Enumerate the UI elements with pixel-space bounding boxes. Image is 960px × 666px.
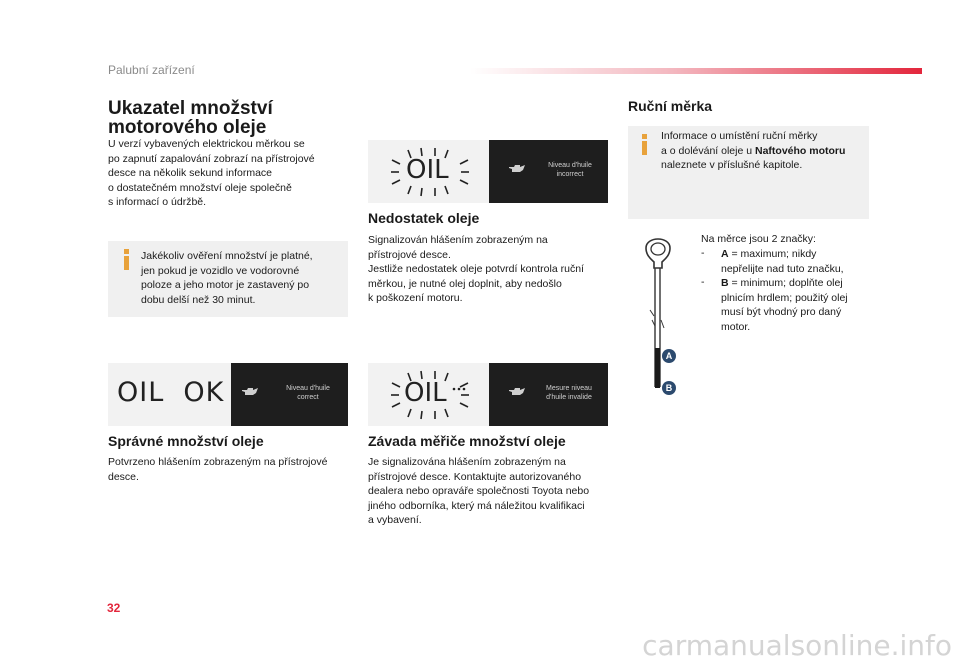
- dipstick-mark-a-badge: A: [662, 349, 676, 363]
- watermark: carmanualsonline.info: [642, 629, 952, 662]
- mark-a-text: = maximum; nikdy nepřelijte nad tuto značku,: [721, 248, 844, 275]
- oil-fault-message: Mesure niveau d'huile invalide: [546, 385, 592, 401]
- mark-b-text: = minimum; doplňte olej plnicím hrdlem; použitý olej musí být vhodný pro daný motor.: [721, 277, 848, 333]
- correct-heading: Správné množství oleje: [108, 433, 264, 449]
- marks-intro: Na měrce jsou 2 značky:: [701, 233, 816, 245]
- fault-heading: Závada měřiče množství oleje: [368, 433, 566, 449]
- mark-a-item: [721, 247, 871, 276]
- correct-text: Potvrzeno hlášením zobrazeným na přístrojové desce.: [108, 456, 328, 483]
- dipstick-heading: Ruční měrka: [628, 98, 713, 114]
- main-heading-line2: motorového oleje: [108, 117, 267, 138]
- oil-can-icon: [508, 387, 526, 397]
- mark-a-letter: A: [721, 248, 729, 260]
- oil-ok-text: OIL OK: [117, 377, 225, 408]
- header-bar: [470, 68, 922, 74]
- fault-text: Je signalizována hlášením zobrazeným na přístrojové desce. Kontaktujte autorizovaného dealera nebo opraváře společnosti Toyota nebo jiného odborníka, který má náležitou kvalifikaci a vybavení.: [368, 456, 590, 526]
- dipstick-info-part1: Informace o umístění ruční měrky a o dolévání oleje u: [661, 130, 818, 157]
- level-info-box: [108, 241, 348, 317]
- oil-low-text: OIL: [406, 155, 449, 185]
- oil-low-display: [368, 140, 608, 203]
- oil-ok-display: [108, 363, 348, 426]
- dipstick-mark-b-badge: B: [662, 381, 676, 395]
- oil-can-icon: [508, 164, 526, 174]
- oil-fault-text: OIL: [404, 378, 447, 408]
- mark-b-item: [721, 276, 871, 334]
- list-dash: -: [701, 247, 705, 259]
- info-icon: [636, 134, 654, 156]
- oil-ok-message: Niveau d'huile correct: [286, 385, 330, 401]
- dipstick-info-box: [628, 126, 869, 219]
- dipstick-info-text: [661, 129, 866, 173]
- list-dash: -: [701, 276, 705, 288]
- info-icon: [118, 249, 136, 271]
- dipstick-info-bold: Naftového motoru: [755, 144, 846, 157]
- low-heading: Nedostatek oleje: [368, 210, 480, 226]
- oil-fault-display: [368, 363, 608, 426]
- low-text: Signalizován hlášením zobrazeným na přístrojové desce. Jestliže nedostatek oleje potvrdí kontrola ruční měrkou, je nutné olej doplnit, aby nedošlo k poškození motoru.: [368, 234, 584, 304]
- main-heading: [108, 99, 273, 137]
- oil-can-icon: [241, 387, 259, 397]
- main-heading-line1: Ukazatel množství: [108, 98, 273, 119]
- oil-low-message: Niveau d'huile incorrect: [548, 162, 592, 178]
- level-info-text: Jakékoliv ověření množství je platné, jen pokud je vozidlo ve vodorovné poloze a jeho motor je zastavený po dobu delší než 30 minut.: [141, 250, 313, 306]
- intro-text: U verzí vybavených elektrickou měrkou se po zapnutí zapalování zobrazí na přístrojové desce na několik sekund informace o dostatečném množství oleje společně s informací o údržbě.: [108, 138, 315, 208]
- header-title: Palubní zařízení: [108, 63, 195, 77]
- page-number: 32: [107, 601, 121, 615]
- mark-b-letter: B: [721, 277, 729, 289]
- dipstick-info-part2: naleznete v příslušné kapitole.: [661, 159, 803, 171]
- dipstick-illustration: [628, 232, 688, 402]
